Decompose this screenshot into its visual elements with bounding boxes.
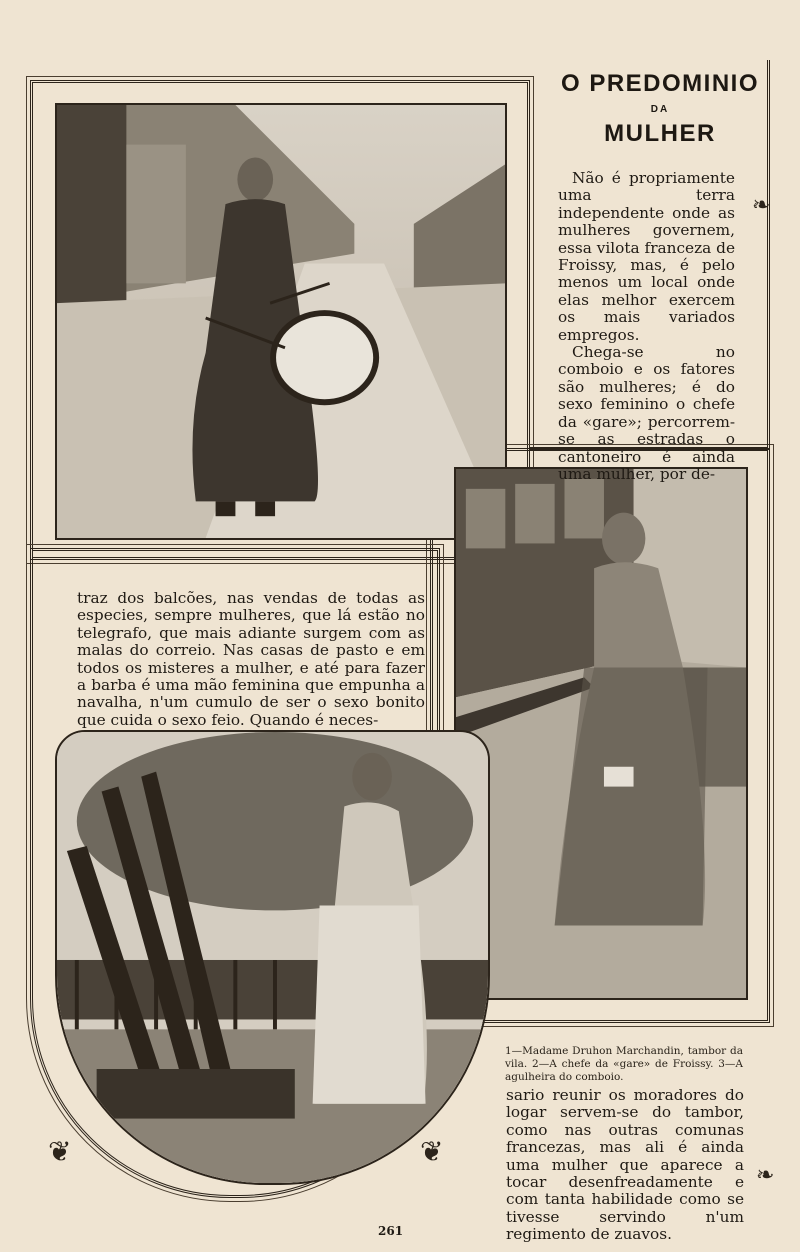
flourish-ornament: ❦ [420,1135,444,1168]
column1-paragraph-2: Chega-se no comboio e os fatores são mulheres; é do sexo feminino o chefe da «gare»; percorrem-se as estradas o cantoneiro é ainda uma mulher, por de- [558,343,735,483]
photo-caption: 1—Madame Druhon Marchandin, tambor da vila. 2—A chefe da «gare» de Froissy. 3—A agulheira do comboio. [505,1045,743,1083]
flourish-ornament: ❧ [756,1163,775,1188]
photo-switch-operator [55,730,490,1185]
column3-paragraph: sario reunir os moradores do logar servem-se do tambor, como nas outras comunas francezas, mas ali é ainda uma mulher que aparece a tocar desenfreadamente e com tanta habilidade como se tivesse servindo n'um regimento de zuavos. [506,1086,744,1244]
photo-switch-operator-image [57,732,488,1183]
photo-station-chief [454,467,748,1000]
photo-drummer-woman-image [57,105,505,538]
photo-station-chief-image [456,469,746,998]
article-column-1 [558,170,735,483]
article-title-line2: DA [650,104,670,115]
column2-paragraph: traz dos balcões, nas vendas de todas as especies, sempre mulheres, que lá estão no telegrafo, que mais adiante surgem com as malas do correio. Nas casas de pasto e em todos os misteres a mulher, e até para fazer a barba é uma mão feminina que empunha a navalha, n'um cumulo de ser o sexo bonito que cuida o sexo feio. Quando é neces- [77,589,425,729]
photo-drummer-woman [55,103,507,540]
article-title-line1: O PREDOMINIO [560,70,759,97]
article-column-2 [77,590,425,729]
page-number: 261 [378,1224,404,1238]
flourish-ornament: ❧ [752,193,771,218]
article-column-3 [506,1087,744,1244]
article-title-line3: MULHER [604,120,716,147]
flourish-ornament: ❦ [48,1135,72,1168]
column1-paragraph-1: Não é propriamente uma terra independente onde as mulheres governem, essa vilota franceza de Froissy, mas, é pelo menos um local onde elas melhor exercem os mais variados empregos. [558,169,735,344]
